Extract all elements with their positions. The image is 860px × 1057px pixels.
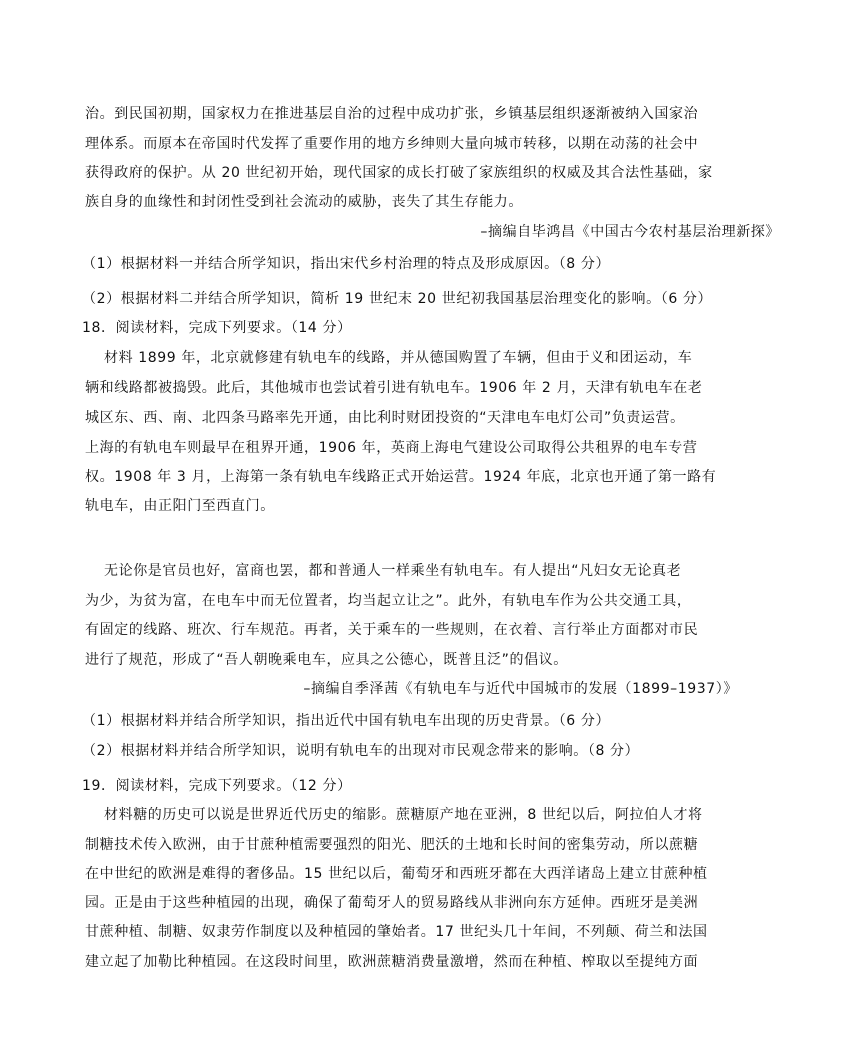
material-line: 治。到民国初期，国家权力在推进基层自治的过程中成功扩张，乡镇基层组织逐渐被纳入国家治 — [85, 106, 699, 122]
material-line: 理体系。而原本在帝国时代发挥了重要作用的地方乡绅则大量向城市转移，以期在动荡的社会中 — [85, 136, 699, 152]
sub-question: （2）根据材料二并结合所学知识，简析 19 世纪末 20 世纪初我国基层治理变化的影响。（6 分） — [82, 291, 713, 307]
material-line: 材料糖的历史可以说是世界近代历史的缩影。蔗糖原产地在亚洲，8 世纪以后，阿拉伯人才将 — [104, 807, 703, 823]
sub-question: （1）根据材料一并结合所学知识，指出宋代乡村治理的特点及形成原因。（8 分） — [82, 256, 611, 272]
material-line: 上海的有轨电车则最早在租界开通，1906 年，英商上海电气建设公司取得公共租界的电车专营 — [85, 440, 698, 456]
material-line: 在中世纪的欧洲是难得的奢侈品。15 世纪以后，葡萄牙和西班牙都在大西洋诸岛上建立甘蔗种植 — [85, 866, 708, 882]
material-source: –摘编自季泽茜《有轨电车与近代中国城市的发展（1899–1937）》 — [303, 681, 738, 697]
material-line: 轨电车，由正阳门至西直门。 — [85, 498, 275, 514]
material-source: –摘编自毕鸿昌《中国古今农村基层治理新探》 — [480, 224, 780, 240]
material-line: 无论你是官员也好，富商也罢，都和普通人一样乘坐有轨电车。有人提出“凡妇女无论真老 — [104, 563, 682, 579]
material-line: 辆和线路都被捣毁。此后，其他城市也尝试着引进有轨电车。1906 年 2 月，天津有轨电车在老 — [85, 380, 703, 396]
material-line: 城区东、西、南、北四条马路率先开通，由比利时财团投资的“天津电车电灯公司”负责运营。 — [85, 410, 685, 426]
material-line: 甘蔗种植、制糖、奴隶劳作制度以及种植园的肇始者。17 世纪头几十年间，不列颠、荷兰和法国 — [85, 924, 708, 940]
material-line: 权。1908 年 3 月，上海第一条有轨电车线路正式开始运营。1924 年底，北京也开通了第一路有 — [85, 469, 717, 485]
material-line: 进行了规范，形成了“吾人朝晚乘电车，应具之公德心，既普且泛”的倡议。 — [85, 652, 568, 668]
sub-question: （2）根据材料并结合所学知识，说明有轨电车的出现对市民观念带来的影响。（8 分） — [82, 743, 640, 759]
material-line: 获得政府的保护。从 20 世纪初开始，现代国家的成长打破了家族组织的权威及其合法性基础，家 — [85, 165, 713, 181]
material-line: 有固定的线路、班次、行车规范。再者，关于乘车的一些规则，在衣着、言行举止方面都对市民 — [85, 622, 699, 638]
material-line: 为少，为贫为富，在电车中而无位置者，均当起立让之”。此外，有轨电车作为公共交通工具， — [85, 593, 692, 609]
question-heading: 19．阅读材料，完成下列要求。（12 分） — [82, 778, 352, 794]
material-line: 制糖技术传入欧洲，由于甘蔗种植需要强烈的阳光、肥沃的土地和长时间的密集劳动，所以蔗糖 — [85, 837, 699, 853]
material-line: 园。正是由于这些种植园的出现，确保了葡萄牙人的贸易路线从非洲向东方延伸。西班牙是美洲 — [85, 895, 699, 911]
material-line: 材料 1899 年，北京就修建有轨电车的线路，并从德国购置了车辆，但由于义和团运动，车 — [104, 350, 693, 366]
material-line: 建立起了加勒比种植园。在这段时间里，欧洲蔗糖消费量激增，然而在种植、榨取以至提纯方面 — [85, 954, 699, 970]
question-heading: 18．阅读材料，完成下列要求。（14 分） — [82, 320, 352, 336]
material-line: 族自身的血缘性和封闭性受到社会流动的威胁，丧失了其生存能力。 — [85, 194, 523, 210]
sub-question: （1）根据材料并结合所学知识，指出近代中国有轨电车出现的历史背景。（6 分） — [82, 713, 611, 729]
